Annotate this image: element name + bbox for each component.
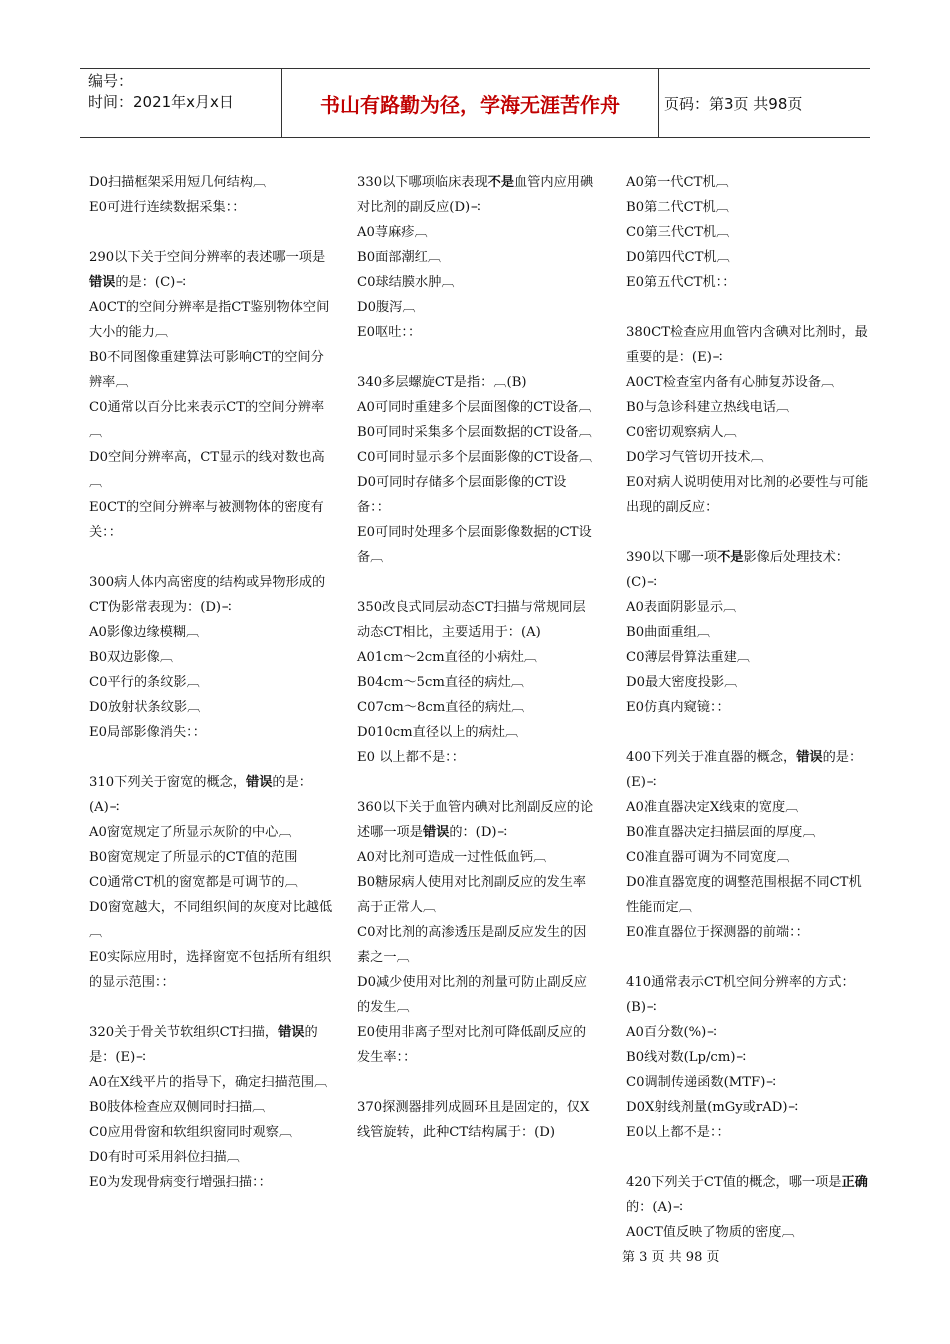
question-text: 380CT检查应用血管内含碘对比剂时，最重要的是：(E)∹ (626, 325, 868, 365)
question-block (626, 1170, 872, 1245)
question-stem (357, 795, 597, 845)
question-stem (626, 970, 872, 1020)
emphasis-text: 正确 (841, 1175, 868, 1190)
emphasis-text: 不是 (487, 175, 515, 190)
answer-option: A0表面阴影显示︹ (626, 600, 737, 615)
question-stem (89, 770, 334, 820)
question-stem (357, 595, 597, 645)
emphasis-text: 错误 (796, 750, 823, 765)
answer-option: B0面部潮红︹ (357, 250, 442, 265)
question-text: 420下列关于CT值的概念，哪一项是 (626, 1175, 842, 1190)
answer-option: A0可同时重建多个层面图像的CT设备︹ (357, 400, 592, 415)
question-text: 的是：(E)∹ (626, 750, 863, 790)
answer-option: B0可同时采集多个层面数据的CT设备︹ (357, 425, 592, 440)
answer-option: A0准直器决定X线束的宽度︹ (626, 800, 799, 815)
question-text: 影像后处理技术：(C)∹ (626, 550, 849, 590)
question-text: 390以下哪一项 (626, 550, 718, 565)
column-3 (626, 170, 872, 1270)
question-stem (626, 1170, 872, 1220)
answer-option: B0准直器决定扫描层面的厚度︹ (626, 825, 816, 840)
question-text: 的：(A)∹ (626, 1200, 684, 1215)
question-stem (89, 1020, 334, 1070)
question-text: 300病人体内高密度的结构或异物形成的CT伪影常表现为：(D)∹ (89, 575, 326, 615)
answer-option: D0可同时存储多个层面影像的CT设备：： (357, 475, 567, 515)
document-number-label: 编号： (88, 72, 134, 90)
question-text: 的是：(A)∹ (89, 775, 312, 815)
answer-option: E0 以上都不是：： (357, 750, 465, 765)
question-stem (357, 170, 597, 220)
answer-option: A0CT的空间分辨率是指CT鉴别物体空间大小的能力︹ (89, 300, 330, 340)
answer-option: D0减少使用对比剂的剂量可防止副反应的发生︹ (357, 975, 587, 1015)
header-meta (88, 71, 278, 113)
answer-option: C0球结膜水肿︹ (357, 275, 455, 290)
answer-option: D0窗宽越大，不同组织间的灰度对比越低︹ (89, 900, 333, 940)
question-text: 290以下关于空间分辨率的表述哪一项是 (89, 250, 326, 265)
answer-option: C0密切观察病人︹ (626, 425, 737, 440)
question-block (89, 245, 334, 545)
answer-option: A0对比剂可造成一过性低血钙︹ (357, 850, 547, 865)
question-stem (89, 570, 334, 620)
answer-option: A01cm～2cm直径的小病灶︹ (357, 650, 537, 665)
question-block (626, 745, 872, 945)
answer-option: C0可同时显示多个层面影像的CT设备︹ (357, 450, 593, 465)
question-text: 400下列关于准直器的概念， (626, 750, 797, 765)
answer-option: D0学习气管切开技术︹ (626, 450, 764, 465)
answer-option: E0呕吐：： (357, 325, 422, 340)
answer-option: E0局部影像消失：： (89, 725, 206, 740)
page-footer: 第 3 页 共 98 页 (622, 1250, 720, 1265)
question-text: 340多层螺旋CT是指：︹(B) (357, 375, 527, 390)
answer-option: C0应用骨窗和软组织窗同时观察︹ (89, 1125, 293, 1140)
answer-option: B0肢体检查应双侧同时扫描︹ (89, 1100, 266, 1115)
document-time-label: 时间：2021年x月x日 (88, 93, 234, 111)
answer-option: B0曲面重组︹ (626, 625, 711, 640)
question-text: 320关于骨关节软组织CT扫描， (89, 1025, 279, 1040)
emphasis-text: 错误 (278, 1025, 305, 1040)
answer-option: B0与急诊科建立热线电话︹ (626, 400, 790, 415)
answer-option: A0CT检查室内备有心肺复苏设备︹ (626, 375, 835, 390)
answer-option: C0第三代CT机︹ (626, 225, 730, 240)
answer-option: A0第一代CT机︹ (626, 175, 729, 190)
answer-option: D0腹泻︹ (357, 300, 416, 315)
answer-option: A0CT值反映了物质的密度︹ (626, 1225, 795, 1240)
column-2 (357, 170, 597, 1170)
answer-option: B0第二代CT机︹ (626, 200, 729, 215)
answer-option: A0荨麻疹︹ (357, 225, 428, 240)
answer-option: E0准直器位于探测器的前端：： (626, 925, 809, 940)
answer-option: C0薄层骨算法重建︹ (626, 650, 750, 665)
answer-option: D0第四代CT机︹ (626, 250, 730, 265)
answer-option: C0调制传递函数(MTF)∹ (626, 1075, 777, 1090)
question-block (626, 170, 872, 295)
answer-option: E0仿真内窥镜：： (626, 700, 730, 715)
answer-option: D0有时可采用斜位扫描︹ (89, 1150, 240, 1165)
answer-option: C0准直器可调为不同宽度︹ (626, 850, 790, 865)
question-block (357, 1095, 597, 1145)
question-text: 的是：(E)∹ (89, 1025, 318, 1065)
answer-option: B0不同图像重建算法可影响CT的空间分辨率︹ (89, 350, 324, 390)
question-stem (626, 745, 872, 795)
question-text: 370探测器排列成圆环且是固定的，仅X线管旋转，此种CT结构属于：(D) (357, 1100, 590, 1140)
answer-option: E0以上都不是：： (626, 1125, 730, 1140)
answer-option: A0在X线平片的指导下，确定扫描范围︹ (89, 1075, 328, 1090)
question-block (626, 545, 872, 720)
question-text: 血管内应用碘对比剂的副反应(D)∹ (357, 175, 594, 215)
answer-option: B0窗宽规定了所显示的CT值的范围 (89, 850, 298, 865)
answer-option: E0使用非离子型对比剂可降低副反应的发生率：： (357, 1025, 587, 1065)
question-block (357, 595, 597, 770)
answer-option: C0对比剂的高渗透压是副反应发生的因素之一︹ (357, 925, 587, 965)
answer-option: E0第五代CT机：： (626, 275, 736, 290)
answer-option: E0为发现骨病变行增强扫描：： (89, 1175, 272, 1190)
question-stem (89, 245, 334, 295)
answer-option: E0可同时处理多个层面影像数据的CT设备︹ (357, 525, 592, 565)
page-header (80, 68, 870, 138)
question-text: 310下列关于窗宽的概念， (89, 775, 247, 790)
question-text: 330以下哪项临床表现 (357, 175, 488, 190)
answer-option: E0对病人说明使用对比剂的必要性与可能出现的副反应： (626, 475, 869, 515)
question-text: 360以下关于血管内碘对比剂副反应的论述哪一项是 (357, 800, 594, 840)
answer-option: E0可进行连续数据采集：： (89, 200, 246, 215)
answer-option: D0准直器宽度的调整范围根据不同CT机性能而定︹ (626, 875, 862, 915)
header-page-label: 页码：第3页 共98页 (664, 95, 803, 113)
question-stem (357, 1095, 597, 1145)
column-1 (89, 170, 334, 1220)
answer-option: B0线对数(Lp/cm)∹ (626, 1050, 747, 1065)
answer-option: B0糖尿病人使用对比剂副反应的发生率高于正常人︹ (357, 875, 587, 915)
answer-option: B0双边影像︹ (89, 650, 174, 665)
answer-option: D0放射状条纹影︹ (89, 700, 201, 715)
question-block (89, 170, 334, 220)
answer-option: E0CT的空间分辨率与被测物体的密度有关：： (89, 500, 324, 540)
question-text: 的是：(C)∹ (115, 275, 187, 290)
question-block (89, 770, 334, 995)
emphasis-text: 不是 (717, 550, 744, 565)
question-text: 的：(D)∹ (449, 825, 508, 840)
question-block (89, 570, 334, 745)
emphasis-text: 错误 (422, 825, 450, 840)
question-text: 350改良式同层动态CT扫描与常规同层动态CT相比，主要适用于：(A) (357, 600, 586, 640)
answer-option: D0扫描框架采用短几何结构︹ (89, 175, 267, 190)
question-stem (626, 545, 872, 595)
answer-option: C0通常CT机的窗宽都是可调节的︹ (89, 875, 298, 890)
header-motto: 书山有路勤为径，学海无涯苦作舟 (281, 69, 659, 137)
answer-option: D010cm直径以上的病灶︹ (357, 725, 519, 740)
answer-option: D0X射线剂量(mGy或rAD)∹ (626, 1100, 799, 1115)
answer-option: A0影像边缘模糊︹ (89, 625, 200, 640)
question-stem (626, 320, 872, 370)
question-block (357, 795, 597, 1070)
answer-option: A0百分数(%)∹ (626, 1025, 718, 1040)
answer-option: D0最大密度投影︹ (626, 675, 738, 690)
question-block (89, 1020, 334, 1195)
question-stem (357, 370, 597, 395)
answer-option: C0平行的条纹影︹ (89, 675, 200, 690)
question-block (626, 970, 872, 1145)
answer-option: E0实际应用时，选择窗宽不包括所有组织的显示范围：： (89, 950, 332, 990)
question-block (357, 370, 597, 570)
answer-option: B04cm～5cm直径的病灶︹ (357, 675, 524, 690)
answer-option: A0窗宽规定了所显示灰阶的中心︹ (89, 825, 292, 840)
question-block (357, 170, 597, 345)
question-text: 410通常表示CT机空间分辨率的方式：(B)∹ (626, 975, 855, 1015)
answer-option: C07cm～8cm直径的病灶︹ (357, 700, 525, 715)
emphasis-text: 错误 (246, 775, 273, 790)
answer-option: C0通常以百分比来表示CT的空间分辨率︹ (89, 400, 325, 440)
emphasis-text: 错误 (89, 275, 116, 290)
question-block (626, 320, 872, 520)
answer-option: D0空间分辨率高，CT显示的线对数也高︹ (89, 450, 325, 490)
